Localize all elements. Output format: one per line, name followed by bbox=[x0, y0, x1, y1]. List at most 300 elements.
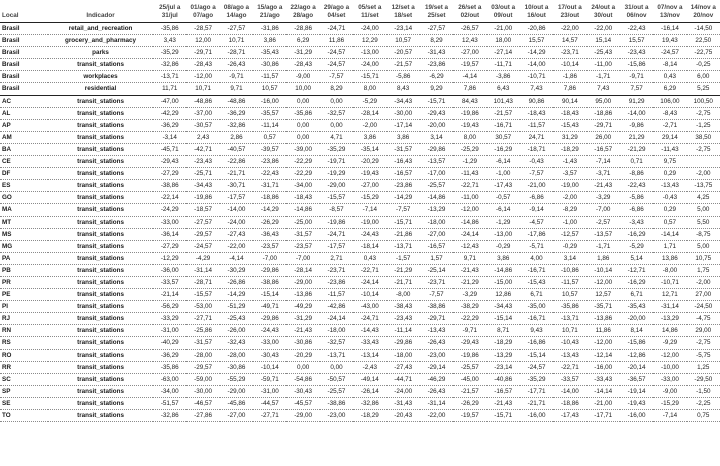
indicator-cell: transit_stations bbox=[77, 351, 124, 359]
value-cell: -23,43 bbox=[627, 49, 646, 57]
value-cell: -10,71 bbox=[660, 278, 679, 286]
value-cell: -30,29 bbox=[227, 266, 246, 274]
value-cell: 0,29 bbox=[663, 206, 677, 214]
table-row bbox=[0, 410, 720, 422]
value-cell: -33,00 bbox=[660, 375, 679, 383]
value-cell: -10,00 bbox=[660, 363, 679, 371]
value-cell: -28,57 bbox=[194, 25, 213, 32]
value-cell: -20,29 bbox=[360, 158, 379, 166]
value-cell: -20,86 bbox=[527, 25, 546, 32]
value-cell: -48,86 bbox=[194, 97, 213, 105]
value-cell: -33,00 bbox=[160, 218, 179, 226]
value-cell: -27,00 bbox=[227, 412, 246, 419]
period-header-line: 15/ago a bbox=[257, 3, 283, 11]
value-cell: -23,86 bbox=[427, 61, 446, 69]
value-cell: -35,86 bbox=[160, 25, 179, 32]
value-cell: -24,14 bbox=[360, 278, 379, 286]
value-cell: 6,29 bbox=[297, 37, 310, 45]
value-cell: -24,71 bbox=[360, 315, 379, 323]
value-cell: -25,43 bbox=[227, 315, 246, 323]
column-header-indicator: Indicador bbox=[48, 0, 153, 23]
value-cell: -12,00 bbox=[194, 73, 213, 81]
value-cell: -16,86 bbox=[527, 339, 546, 347]
value-cell: -17,71 bbox=[594, 412, 613, 419]
value-cell: -35,71 bbox=[594, 303, 613, 311]
value-cell: 8,00 bbox=[463, 133, 476, 141]
value-cell: -14,86 bbox=[460, 218, 479, 226]
value-cell: -53,00 bbox=[194, 303, 213, 311]
column-header-period bbox=[587, 0, 620, 23]
value-cell: -19,29 bbox=[327, 170, 346, 178]
value-cell: -42,29 bbox=[160, 109, 179, 117]
value-cell: -26,14 bbox=[360, 387, 379, 395]
value-cell: 0,71 bbox=[630, 158, 643, 166]
value-cell: 10,71 bbox=[562, 327, 578, 335]
value-cell: -21,00 bbox=[494, 25, 513, 32]
value-cell: -30,71 bbox=[227, 182, 246, 190]
location-cell: RO bbox=[2, 351, 12, 359]
value-cell: -3,57 bbox=[562, 170, 578, 178]
value-cell: -26,86 bbox=[227, 278, 246, 286]
location-cell: MA bbox=[2, 206, 12, 214]
location-cell: Brasil bbox=[2, 25, 20, 32]
value-cell: -20,00 bbox=[427, 121, 446, 129]
value-cell: -22,29 bbox=[294, 170, 313, 178]
location-cell: RJ bbox=[2, 315, 11, 323]
value-cell: -26,43 bbox=[427, 339, 446, 347]
value-cell: -9,14 bbox=[529, 206, 544, 214]
value-cell: -19,86 bbox=[194, 194, 213, 202]
period-header-line: 22/ago a bbox=[290, 3, 316, 11]
value-cell: 11,86 bbox=[595, 327, 611, 335]
value-cell: -21,29 bbox=[627, 145, 646, 153]
value-cell: 0,00 bbox=[297, 133, 310, 141]
value-cell: 12,57 bbox=[595, 291, 612, 299]
value-cell: -27,57 bbox=[427, 25, 446, 32]
header-row bbox=[0, 0, 720, 23]
indicator-cell: transit_stations bbox=[77, 291, 124, 299]
value-cell: -14,29 bbox=[394, 194, 413, 202]
value-cell: -25,43 bbox=[594, 49, 613, 57]
value-cell: 7,86 bbox=[463, 85, 476, 93]
value-cell: 0,00 bbox=[330, 363, 343, 371]
value-cell: -31,57 bbox=[294, 230, 313, 238]
value-cell: -22,71 bbox=[460, 182, 479, 190]
value-cell: -27,71 bbox=[260, 412, 279, 419]
value-cell: -14,00 bbox=[227, 206, 246, 214]
value-cell: 0,00 bbox=[330, 121, 343, 129]
value-cell: -24,71 bbox=[327, 230, 346, 238]
value-cell: 3,86 bbox=[263, 37, 276, 45]
value-cell: -9,00 bbox=[295, 73, 311, 81]
table-row bbox=[0, 289, 720, 301]
value-cell: -35,14 bbox=[360, 145, 379, 153]
value-cell: 10,57 bbox=[562, 291, 578, 299]
indicator-cell: residential bbox=[84, 85, 117, 93]
value-cell: -27,29 bbox=[160, 242, 179, 250]
value-cell: -0,29 bbox=[496, 242, 511, 250]
indicator-cell: transit_stations bbox=[77, 145, 124, 153]
value-cell: 27,00 bbox=[695, 291, 712, 299]
value-cell: -29,86 bbox=[260, 266, 279, 274]
value-cell: -31,43 bbox=[427, 49, 446, 57]
value-cell: -14,50 bbox=[694, 25, 713, 32]
period-header-line: 29/ago a bbox=[323, 3, 350, 11]
value-cell: -31,29 bbox=[294, 315, 313, 323]
value-cell: -31,43 bbox=[394, 399, 413, 407]
value-cell: -35,00 bbox=[527, 303, 546, 311]
value-cell: -10,14 bbox=[560, 61, 579, 69]
value-cell: -3,29 bbox=[462, 291, 478, 299]
indicator-cell: transit_stations bbox=[77, 254, 124, 262]
period-header-line: 17/out a bbox=[557, 3, 582, 11]
value-cell: -16,00 bbox=[527, 412, 546, 419]
table-row bbox=[0, 361, 720, 373]
table-row bbox=[0, 313, 720, 325]
value-cell: -23,14 bbox=[394, 25, 413, 32]
period-header-line: 19/set a bbox=[424, 3, 449, 11]
location-cell: AM bbox=[2, 133, 12, 141]
value-cell: -17,57 bbox=[327, 242, 346, 250]
value-cell: -19,71 bbox=[327, 158, 346, 166]
value-cell: -30,00 bbox=[194, 387, 213, 395]
value-cell: -4,57 bbox=[529, 218, 544, 226]
value-cell: -24,00 bbox=[394, 387, 413, 395]
value-cell: 7,57 bbox=[630, 85, 643, 93]
column-header-period bbox=[553, 0, 586, 23]
column-header-period bbox=[153, 0, 186, 23]
value-cell: -40,57 bbox=[227, 145, 246, 153]
value-cell: -24,14 bbox=[460, 230, 479, 238]
value-cell: -9,71 bbox=[629, 73, 644, 81]
value-cell: -16,29 bbox=[494, 145, 513, 153]
value-cell: -21,00 bbox=[527, 182, 546, 190]
value-cell: -16,57 bbox=[427, 242, 446, 250]
value-cell: -15,57 bbox=[194, 291, 213, 299]
table-row bbox=[0, 276, 720, 288]
table-row bbox=[0, 228, 720, 240]
location-cell: ES bbox=[2, 182, 11, 190]
value-cell: -24,00 bbox=[360, 61, 379, 69]
table-row bbox=[0, 385, 720, 397]
value-cell: -11,00 bbox=[594, 61, 612, 69]
value-cell: -33,29 bbox=[160, 315, 179, 323]
value-cell: -21,29 bbox=[460, 278, 479, 286]
value-cell: -35,86 bbox=[560, 303, 579, 311]
value-cell: -25,71 bbox=[194, 170, 213, 178]
value-cell: 13,86 bbox=[662, 254, 678, 262]
value-cell: -19,43 bbox=[460, 121, 479, 129]
value-cell: -29,71 bbox=[427, 315, 446, 323]
value-cell: -39,00 bbox=[294, 145, 313, 153]
value-cell: -23,00 bbox=[327, 412, 346, 419]
value-cell: -13,43 bbox=[427, 327, 446, 335]
indicator-cell: retail_and_recreation bbox=[68, 25, 133, 32]
location-cell: MT bbox=[2, 218, 12, 226]
value-cell: -23,57 bbox=[260, 242, 279, 250]
value-cell: -2,00 bbox=[362, 121, 377, 129]
value-cell: -15,71 bbox=[427, 97, 446, 105]
period-header-line: 07/ago bbox=[193, 11, 214, 19]
value-cell: -18,43 bbox=[560, 109, 579, 117]
indicator-cell: workplaces bbox=[83, 73, 118, 81]
value-cell: -27,14 bbox=[494, 49, 513, 57]
value-cell: -13,75 bbox=[694, 182, 713, 190]
value-cell: -34,43 bbox=[494, 303, 513, 311]
value-cell: 8,29 bbox=[430, 37, 443, 45]
value-cell: -27,00 bbox=[460, 49, 479, 57]
value-cell: -18,86 bbox=[260, 194, 279, 202]
value-cell: -31,71 bbox=[260, 182, 279, 190]
value-cell: -7,00 bbox=[295, 254, 311, 262]
value-cell: -37,00 bbox=[194, 109, 213, 117]
value-cell: 10,71 bbox=[195, 85, 211, 93]
value-cell: 29,14 bbox=[662, 133, 678, 141]
value-cell: 5,00 bbox=[697, 206, 710, 214]
value-cell: -23,71 bbox=[560, 49, 579, 57]
location-cell: RN bbox=[2, 327, 12, 335]
value-cell: -18,57 bbox=[194, 206, 213, 214]
value-cell: 91,29 bbox=[628, 97, 645, 105]
value-cell: -48,86 bbox=[227, 97, 246, 105]
value-cell: -35,86 bbox=[294, 109, 313, 117]
value-cell: 1,57 bbox=[430, 254, 443, 262]
value-cell: -29,57 bbox=[194, 363, 213, 371]
value-cell: -16,00 bbox=[260, 97, 279, 105]
value-cell: -7,14 bbox=[596, 158, 611, 166]
value-cell: 8,71 bbox=[497, 327, 510, 335]
value-cell: -38,86 bbox=[260, 278, 279, 286]
value-cell: -2,75 bbox=[696, 339, 711, 347]
value-cell: -44,71 bbox=[394, 375, 413, 383]
value-cell: -25,14 bbox=[427, 266, 446, 274]
value-cell: -0,43 bbox=[529, 158, 544, 166]
value-cell: 12,43 bbox=[461, 37, 478, 45]
value-cell: -12,14 bbox=[594, 351, 613, 359]
value-cell: 21,29 bbox=[628, 133, 645, 141]
indicator-cell: transit_stations bbox=[77, 206, 124, 214]
value-cell: 12,71 bbox=[662, 291, 678, 299]
value-cell: 9,43 bbox=[530, 327, 543, 335]
value-cell: -20,29 bbox=[294, 351, 313, 359]
value-cell: -38,86 bbox=[327, 399, 346, 407]
value-cell: -23,43 bbox=[394, 315, 413, 323]
value-cell: -5,86 bbox=[629, 194, 644, 202]
value-cell: -29,43 bbox=[460, 339, 479, 347]
column-header-location: Local bbox=[0, 0, 48, 23]
value-cell: -21,29 bbox=[394, 266, 413, 274]
value-cell: -0,43 bbox=[662, 194, 678, 202]
value-cell: -43,00 bbox=[360, 303, 379, 311]
period-header-line: 30/out bbox=[593, 11, 613, 19]
period-header-line: 18/set bbox=[394, 11, 413, 19]
value-cell: -21,14 bbox=[160, 291, 179, 299]
value-cell: 3,86 bbox=[397, 133, 410, 141]
value-cell: -5,29 bbox=[362, 97, 377, 105]
value-cell: -24,57 bbox=[527, 363, 546, 371]
value-cell: 0,00 bbox=[330, 97, 343, 105]
value-cell: -12,00 bbox=[660, 351, 679, 359]
value-cell: -22,43 bbox=[627, 25, 646, 32]
value-cell: -17,57 bbox=[227, 194, 246, 202]
value-cell: -22,29 bbox=[294, 158, 313, 166]
value-cell: -33,00 bbox=[260, 339, 279, 347]
value-cell: 0,43 bbox=[663, 73, 677, 81]
indicator-cell: transit_stations bbox=[77, 399, 124, 407]
value-cell: -29,14 bbox=[427, 363, 446, 371]
value-cell: 10,57 bbox=[395, 37, 412, 45]
indicator-cell: transit_stations bbox=[77, 182, 124, 190]
table-row bbox=[0, 83, 720, 95]
value-cell: -19,43 bbox=[360, 170, 379, 178]
value-cell: -30,86 bbox=[227, 363, 246, 371]
value-cell: -27,00 bbox=[427, 230, 446, 238]
value-cell: -12,71 bbox=[627, 266, 646, 274]
value-cell: -8,00 bbox=[662, 266, 678, 274]
value-cell: 12,00 bbox=[195, 37, 211, 45]
table-row bbox=[0, 216, 720, 228]
location-cell: RR bbox=[2, 363, 12, 371]
value-cell: 0,00 bbox=[297, 97, 310, 105]
value-cell: -1,29 bbox=[496, 218, 511, 226]
value-cell: -21,86 bbox=[394, 230, 413, 238]
value-cell: -4,14 bbox=[229, 254, 244, 262]
value-cell: -16,43 bbox=[394, 158, 413, 166]
value-cell: -31,86 bbox=[260, 25, 279, 32]
value-cell: -32,86 bbox=[227, 121, 246, 129]
value-cell: -18,00 bbox=[327, 327, 346, 335]
value-cell: -20,43 bbox=[394, 412, 413, 419]
period-header-line: 21/ago bbox=[259, 11, 280, 19]
indicator-cell: transit_stations bbox=[77, 218, 124, 226]
value-cell: 10,75 bbox=[695, 254, 712, 262]
value-cell: -59,00 bbox=[194, 375, 213, 383]
value-cell: -28,00 bbox=[194, 351, 213, 359]
period-header-line: 02/out bbox=[460, 11, 480, 19]
value-cell: -27,00 bbox=[360, 182, 379, 190]
location-cell: GO bbox=[2, 194, 12, 202]
value-cell: -32,43 bbox=[227, 339, 246, 347]
value-cell: -29,50 bbox=[694, 375, 713, 383]
value-cell: 7,43 bbox=[530, 85, 543, 93]
value-cell: -27,57 bbox=[227, 25, 246, 32]
value-cell: -30,57 bbox=[194, 121, 213, 129]
indicator-cell: transit_stations bbox=[77, 266, 124, 274]
indicator-cell: grocery_and_pharmacy bbox=[65, 37, 137, 45]
column-header-period bbox=[620, 0, 653, 23]
column-header-period bbox=[320, 0, 353, 23]
value-cell: -9,71 bbox=[229, 73, 244, 81]
value-cell: -21,43 bbox=[594, 182, 613, 190]
value-cell: -16,57 bbox=[594, 145, 613, 153]
value-cell: 9,75 bbox=[663, 158, 677, 166]
value-cell: 101,43 bbox=[493, 97, 513, 105]
value-cell: -28,71 bbox=[227, 49, 246, 57]
value-cell: -18,29 bbox=[360, 412, 379, 419]
value-cell: -14,29 bbox=[527, 49, 546, 57]
value-cell: -40,29 bbox=[160, 339, 179, 347]
value-cell: -33,57 bbox=[560, 375, 579, 383]
location-cell: PR bbox=[2, 278, 11, 286]
value-cell: -17,86 bbox=[527, 230, 546, 238]
value-cell: -31,00 bbox=[160, 327, 179, 335]
value-cell: -8,86 bbox=[629, 170, 644, 178]
value-cell: -42,86 bbox=[327, 303, 346, 311]
value-cell: -12,43 bbox=[460, 242, 479, 250]
value-cell: -2,00 bbox=[696, 170, 711, 178]
value-cell: -8,29 bbox=[562, 206, 578, 214]
table-row bbox=[0, 143, 720, 155]
value-cell: -13,00 bbox=[494, 230, 513, 238]
value-cell: -20,00 bbox=[627, 315, 646, 323]
value-cell: -14,43 bbox=[360, 327, 379, 335]
value-cell: -5,86 bbox=[395, 73, 411, 81]
indicator-cell: transit_stations bbox=[77, 363, 124, 371]
value-cell: -21,57 bbox=[394, 61, 413, 69]
value-cell: -22,71 bbox=[360, 266, 379, 274]
table-row bbox=[0, 168, 720, 180]
value-cell: 14,57 bbox=[562, 37, 578, 45]
value-cell: -29,00 bbox=[294, 412, 313, 419]
value-cell: -29,71 bbox=[194, 49, 213, 57]
value-cell: -3,29 bbox=[596, 194, 611, 202]
value-cell: -29,43 bbox=[427, 109, 446, 117]
value-cell: 6,29 bbox=[663, 85, 677, 93]
value-cell: -14,00 bbox=[527, 61, 546, 69]
value-cell: -25,29 bbox=[460, 145, 479, 153]
value-cell: 7,43 bbox=[597, 85, 610, 93]
value-cell: -8,00 bbox=[395, 291, 411, 299]
value-cell: -36,43 bbox=[260, 230, 279, 238]
table-row bbox=[0, 156, 720, 168]
value-cell: -36,57 bbox=[627, 375, 646, 383]
value-cell: -14,29 bbox=[260, 206, 279, 214]
location-cell: AP bbox=[2, 121, 11, 129]
value-cell: -14,86 bbox=[494, 266, 513, 274]
period-header-line: 12/set a bbox=[391, 3, 415, 11]
value-cell: -35,29 bbox=[527, 375, 546, 383]
value-cell: -23,71 bbox=[427, 278, 446, 286]
value-cell: -35,29 bbox=[160, 49, 179, 57]
value-cell: -23,71 bbox=[327, 266, 346, 274]
value-cell: -10,43 bbox=[560, 339, 579, 347]
location-cell: PE bbox=[2, 291, 11, 299]
value-cell: -27,57 bbox=[194, 218, 213, 226]
indicator-cell: transit_stations bbox=[77, 170, 124, 178]
value-cell: -7,57 bbox=[429, 291, 444, 299]
value-cell: -15,71 bbox=[360, 73, 379, 81]
value-cell: -15,43 bbox=[560, 121, 579, 129]
value-cell: -21,57 bbox=[460, 387, 479, 395]
value-cell: -38,29 bbox=[460, 303, 479, 311]
value-cell: 8,43 bbox=[397, 85, 410, 93]
value-cell: -18,43 bbox=[294, 194, 313, 202]
value-cell: -20,57 bbox=[394, 49, 413, 57]
value-cell: -32,86 bbox=[360, 399, 379, 407]
value-cell: -18,43 bbox=[527, 109, 546, 117]
value-cell: -12,00 bbox=[594, 339, 613, 347]
value-cell: 90,14 bbox=[562, 97, 578, 105]
column-header-period bbox=[653, 0, 686, 23]
value-cell: -15,43 bbox=[527, 278, 546, 286]
value-cell: -4,14 bbox=[462, 73, 478, 81]
value-cell: -14,14 bbox=[660, 230, 679, 238]
value-cell: -31,14 bbox=[194, 266, 213, 274]
period-header-line: 08/ago a bbox=[223, 3, 250, 11]
value-cell: 19,43 bbox=[662, 37, 678, 45]
value-cell: 15,57 bbox=[528, 37, 545, 45]
value-cell: -13,71 bbox=[394, 242, 413, 250]
